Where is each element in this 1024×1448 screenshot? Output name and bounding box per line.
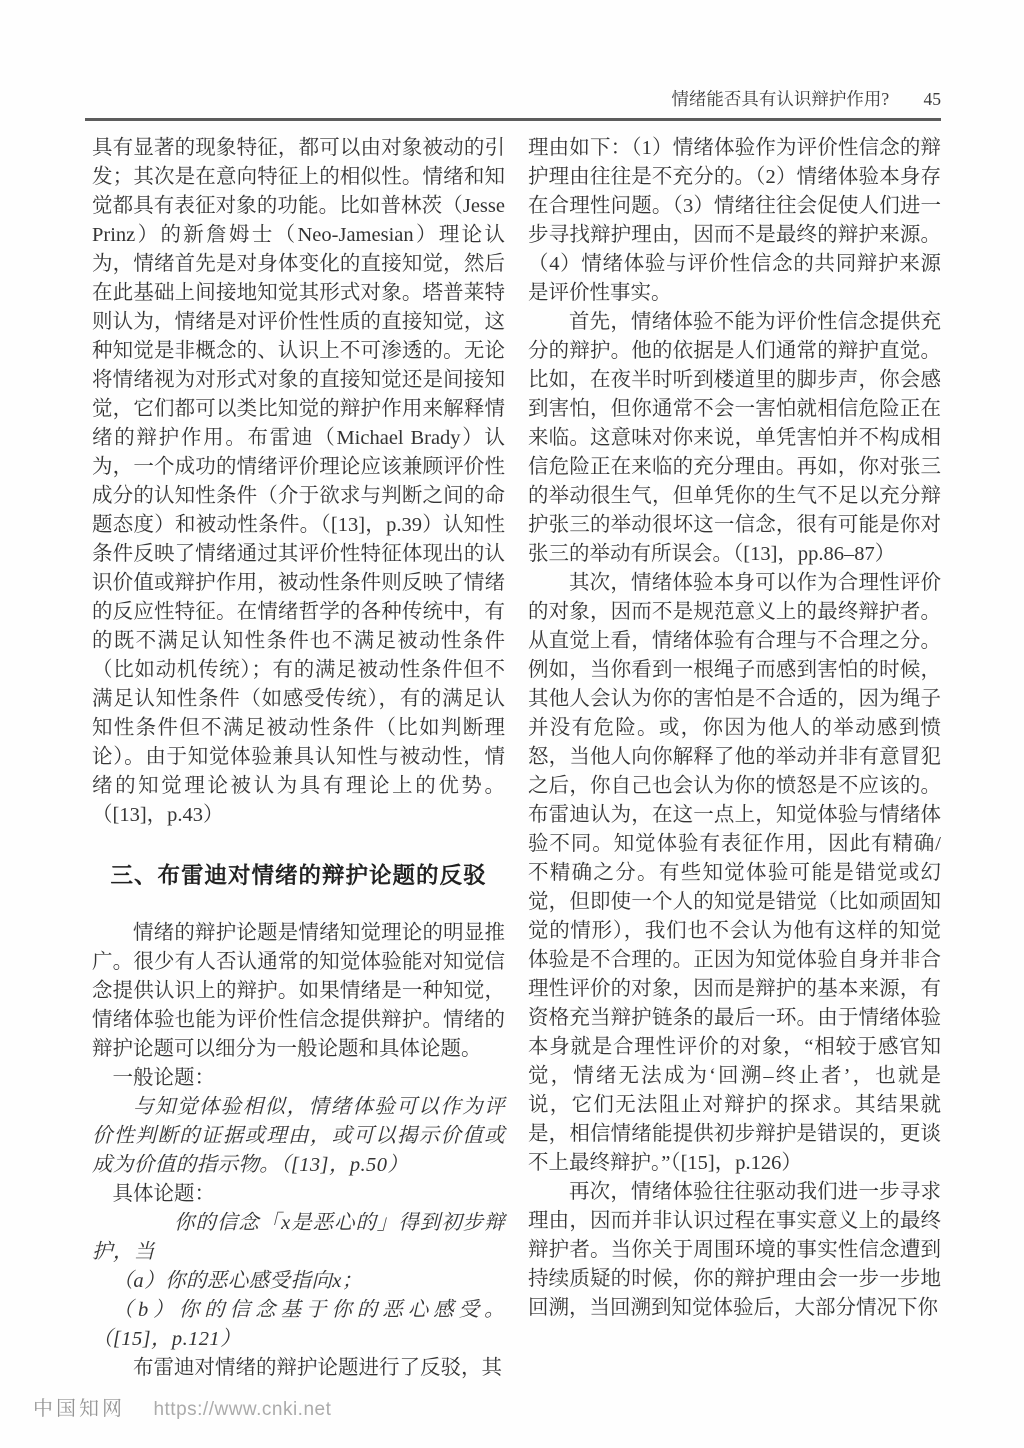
right-column xyxy=(528,134,941,1383)
blockquote-specific-thesis-item-b: （b）你的信念基于你的恶心感受。（[15]，p.121） xyxy=(92,1299,505,1350)
paragraph-continuation: 理由如下：（1）情绪体验作为评价性信念的辩护理由往往是不充分的。（2）情绪体验本身存在合理性问题。（3）情绪往往会促使人们进一步寻找辩护理由，因而不是最终的辩护来源。（4）情绪体验与评价性信念的共同辩护来源是评价性事实。 xyxy=(528,137,941,304)
blockquote-specific-thesis-item-a: （a）你的恶心感受指向x； xyxy=(112,1270,363,1292)
paragraph: 首先，情绪体验不能为评价性信念提供充分的辩护。他的依据是人们通常的辩护直觉。比如，在夜半时听到楼道里的脚步声，你会感到害怕，但你通常不会一害怕就相信危险正在来临。这意味对你来说，单凭害怕并不构成相信危险正在来临的充分理由。再如，你对张三的举动很生气，但单凭你的生气不足以充分辩护张三的举动很坏这一信念，很有可能是你对张三的举动有所误会。（[13]，pp.86–87） xyxy=(528,311,941,565)
thesis-label-general: 一般论题： xyxy=(112,1067,215,1089)
cnki-url-watermark: https://www.cnki.net xyxy=(153,1399,332,1420)
blockquote-specific-thesis-intro: 你的信念「x是恶心的」得到初步辩护，当 xyxy=(92,1212,505,1263)
blockquote-general-thesis: 与知觉体验相似，情绪体验可以作为评价性判断的证据或理由，或可以揭示价值或成为价值的指示物。（[13]，p.50） xyxy=(92,1096,505,1176)
page-header xyxy=(85,88,941,110)
running-title: 情绪能否具有认识辩护作用? xyxy=(671,89,890,109)
paragraph: 再次，情绪体验往往驱动我们进一步寻求理由，因而并非认识过程在事实意义上的最终辩护者。当你关于周围环境的事实性信念遭到持续质疑的时候，你的辩护理由会一步一步地回溯，当回溯到知觉体验后，大部分情况下你 xyxy=(528,1181,941,1319)
cnki-brand-watermark: 中国知网 xyxy=(33,1398,125,1420)
paragraph: 布雷迪对情绪的辩护论题进行了反驳，其 xyxy=(133,1357,502,1379)
thesis-label-specific: 具体论题： xyxy=(112,1183,215,1205)
paragraph-continuation: 具有显著的现象特征，都可以由对象被动的引发；其次是在意向特征上的相似性。情绪和知觉都具有表征对象的功能。比如普林茨（Jesse Prinz）的新詹姆士（Neo-Jamesian）理论认为，情绪首先是对身体变化的直接知觉，然后在此基础上间接地知觉其形式对象。塔普莱特则认为，情绪是对评价性性质的直接知觉，这种知觉是非概念的、认识上不可渗透的。无论将情绪视为对形式对象的直接知觉还是间接知觉，它们都可以类比知觉的辩护作用来解释情绪的辩护作用。布雷迪（Michael Brady）认为，一个成功的情绪评价理论应该兼顾评价性成分的认知性条件（介于欲求与判断之间的命题态度）和被动性条件。（[13]，p.39）认知性条件反映了情绪通过其评价性特征体现出的认识价值或辩护作用，被动性条件则反映了情绪的反应性特征。在情绪哲学的各种传统中，有的既不满足认知性条件也不满足被动性条件（比如动机传统）；有的满足被动性条件但不满足认知性条件（如感受传统），有的满足认知性条件但不满足被动性条件（比如判断理论）。由于知觉体验兼具认知性与被动性，情绪的知觉理论被认为具有理论上的优势。（[13]，p.43） xyxy=(92,137,505,826)
watermark-footer xyxy=(33,1392,331,1421)
paragraph: 情绪的辩护论题是情绪知觉理论的明显推广。很少有人否认通常的知觉体验能对知觉信念提供认识上的辩护。如果情绪是一种知觉，情绪体验也能为评价性信念提供辩护。情绪的辩护论题可以细分为一般论题和具体论题。 xyxy=(92,922,505,1060)
left-column xyxy=(92,134,505,1383)
paragraph: 其次，情绪体验本身可以作为合理性评价的对象，因而不是规范意义上的最终辩护者。从直觉上看，情绪体验有合理与不合理之分。例如，当你看到一根绳子而感到害怕的时候，其他人会认为你的害怕是不合适的，因为绳子并没有危险。或，你因为他人的举动感到愤怒，当他人向你解释了他的举动并非有意冒犯之后，你自己也会认为你的愤怒是不应该的。布雷迪认为，在这一点上，知觉体验与情绪体验不同。知觉体验有表征作用，因此有精确/不精确之分。有些知觉体验可能是错觉或幻觉，但即使一个人的知觉是错觉（比如顽固知觉的情形），我们也不会认为他有这样的知觉体验是不合理的。正因为知觉体验自身并非合理性评价的对象，因而是辩护的基本来源，有资格充当辩护链条的最后一环。由于情绪体验本身就是合理性评价的对象，“相较于感官知觉，情绪无法成为‘回溯–终止者’，也就是说，它们无法阻止对辩护的探求。其结果就是，相信情绪能提供初步辩护是错误的，更谈不上最终辩护。”（[15]，p.126） xyxy=(528,572,941,1174)
page-number: 45 xyxy=(923,89,941,109)
header-rule xyxy=(85,118,941,121)
article-body xyxy=(92,134,941,1383)
section-heading: 三、布雷迪对情绪的辩护论题的反驳 xyxy=(110,863,487,888)
